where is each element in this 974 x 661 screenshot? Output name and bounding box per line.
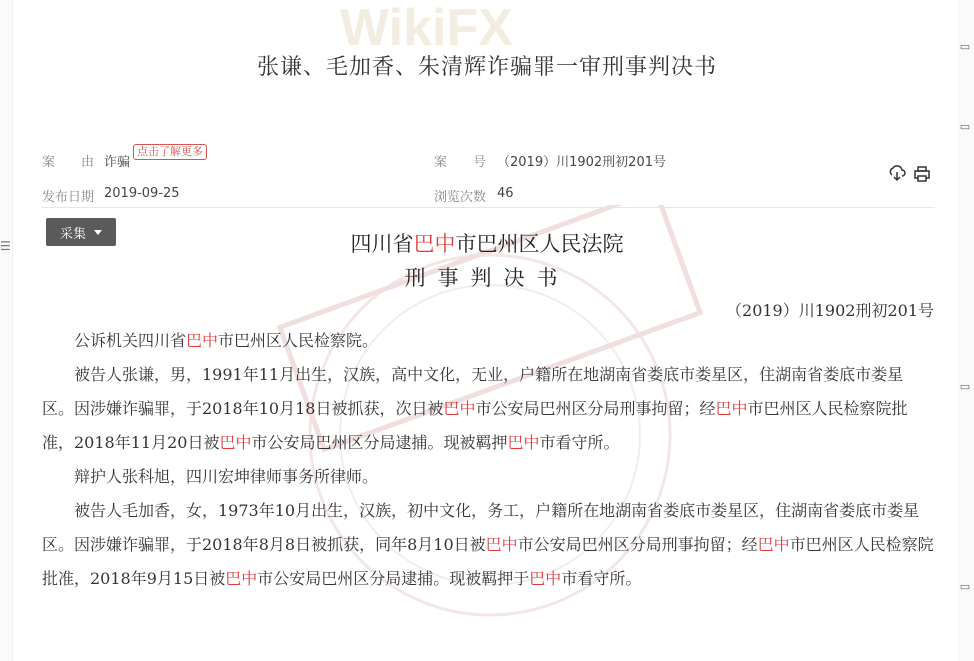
left-edge-bar [0,0,13,661]
side-tool-icon[interactable]: ▭ [959,40,971,53]
menu-icon[interactable]: ☰ [0,239,11,253]
side-tool-icon[interactable]: ▭ [959,580,971,593]
case-number: （2019）川1902刑初201号 [726,301,934,320]
right-side-toolbar [955,0,974,661]
view-count-value: 46 [497,186,514,201]
case-number-label: 案 号 [434,155,487,170]
print-icon[interactable] [913,165,931,183]
paragraph-defendant-2: 被告人毛加香，女，1973年10月出生，汉族，初中文化，务工，户籍所在地湖南省娄底市娄星区，住湖南省娄底市娄星区。因涉嫌诈骗罪，于2018年8月8日被抓获，同年8月10日被巴中市公安局巴州区分局刑事拘留；经巴中市巴州区人民检察院批准，2018年9月15日被巴中市公安局巴州区分局逮捕。现被羁押于巴中市看守所。 [42,501,934,588]
side-tool-icon[interactable]: ▭ [959,380,971,393]
page-title: 张谦、毛加香、朱清辉诈骗罪一审刑事判决书 [256,55,717,80]
svg-text:WikiFX: WikiFX [340,0,513,57]
highlighted-term: 巴中 [443,399,476,418]
publish-date-label: 发布日期 [42,190,95,205]
highlighted-term: 巴中 [225,569,258,588]
view-count-label: 浏览次数 [434,190,487,205]
highlighted-term: 巴中 [186,331,219,350]
highlighted-term: 巴中 [757,535,790,554]
court-name: 四川省巴中市巴州区人民法院 [350,232,624,256]
highlighted-term: 巴中 [219,433,252,452]
highlighted-term: 巴中 [413,232,456,256]
publish-date-value: 2019-09-25 [104,186,180,201]
highlighted-term: 巴中 [715,399,748,418]
learn-more-tag[interactable]: 点击了解更多 [133,144,207,160]
collect-label: 采集 [59,226,86,242]
document-body [42,324,935,596]
side-tool-icon[interactable]: ▭ [959,120,971,133]
document-type: 刑事判决书 [404,266,570,290]
paragraph-prosecutor: 公诉机关四川省巴中市巴州区人民检察院。 [74,331,379,350]
highlighted-term: 巴中 [529,569,562,588]
cause-value: 诈骗 [104,155,131,170]
highlighted-term: 巴中 [507,433,540,452]
cause-label: 案 由 [42,155,95,170]
case-number-value: （2019）川1902刑初201号 [497,155,666,170]
divider [42,207,935,208]
download-icon[interactable] [888,165,906,183]
highlighted-term: 巴中 [485,535,518,554]
paragraph-defender-1: 辩护人张科旭，四川宏坤律师事务所律师。 [74,467,379,486]
paragraph-defendant-1: 被告人张谦，男，1991年11月出生，汉族，高中文化，无业，户籍所在地湖南省娄底市娄星区，住湖南省娄底市娄星区。因涉嫌诈骗罪，于2018年10月18日被抓获，次日被巴中市公安局巴州区分局刑事拘留；经巴中市巴州区人民检察院批准，2018年11月20日被巴中市公安局巴州区分局逮捕。现被羁押巴中市看守所。 [42,365,908,452]
